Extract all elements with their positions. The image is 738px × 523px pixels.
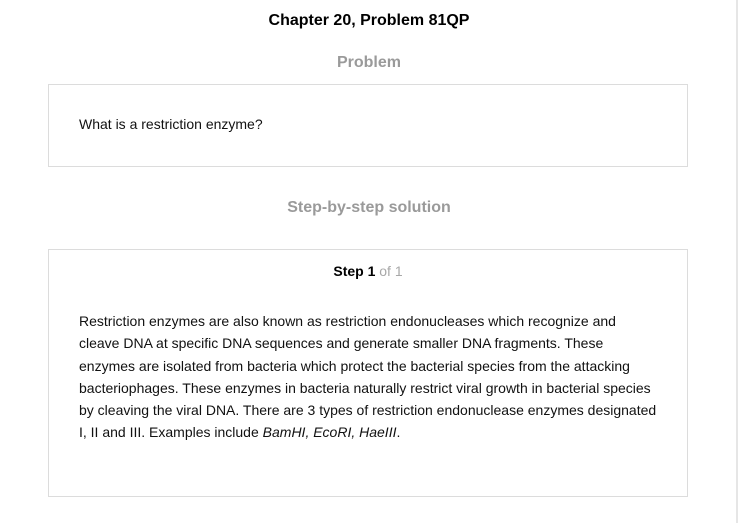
solution-card: [48, 249, 688, 497]
step-number: Step 1: [333, 263, 376, 279]
chapter-title: Chapter 20, Problem 81QP: [268, 12, 470, 29]
solution-heading: Step-by-step solution: [287, 199, 451, 216]
problem-text: What is a restriction enzyme?: [79, 116, 263, 132]
solution-body-text: Restriction enzymes are also known as restriction endonucleases which recognize and cleave DNA at specific DNA sequences and generate smaller DNA fragments. These enzymes are isolated from bacteria which protect the bacterial species from the attacking bacteriophages. These enzymes in bacteria naturally restrict viral growth in bacterial species by cleaving the viral DNA. There are 3 types of restriction endonuclease enzymes designated I, II and III. Examples include: [79, 313, 657, 441]
problem-heading: Problem: [336, 54, 401, 71]
step-indicator: [49, 263, 687, 279]
problem-card: [48, 84, 688, 167]
enzyme-examples: BamHI, EcoRI, HaeIII: [262, 424, 397, 441]
solution-body: [79, 310, 659, 444]
step-total: of 1: [379, 263, 403, 279]
solution-end-punctuation: .: [396, 424, 401, 441]
